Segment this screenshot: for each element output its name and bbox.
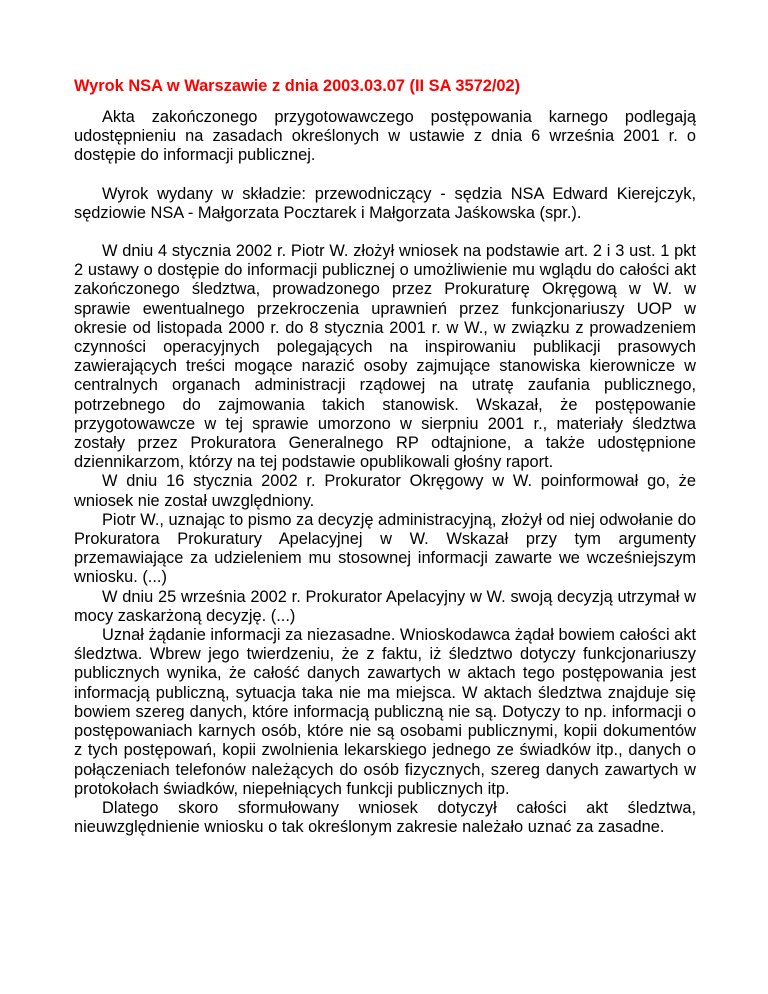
document-page	[74, 76, 696, 837]
body-paragraph: Dlatego skoro sformułowany wniosek dotyczył całości akt śledztwa, nieuwzględnienie wniosku o tak określonym zakresie należało uznać za zasadne.	[74, 798, 696, 837]
body-paragraph: Uznał żądanie informacji za niezasadne. Wnioskodawca żądał bowiem całości akt śledztwa. Wbrew jego twierdzeniu, że z faktu, iż śledztwo dotyczy funkcjonariuszy publicznych wynika, że całość danych zawartych w aktach tego postępowania jest informacją publiczną, sytuacja taka nie ma miejsca. W aktach śledztwa znajduje się bowiem szereg danych, które informacją publiczną nie są. Dotyczy to np. informacji o postępowaniach karnych osób, które nie są osobami publicznymi, kopii dokumentów z tych postępowań, kopii zwolnienia lekarskiego jednego ze świadków itp., danych o połączeniach telefonów należących do osób fizycznych, szereg danych zawartych w protokołach świadków, niepełniących funkcji publicznych itp.	[74, 626, 697, 798]
body-paragraph: W dniu 25 września 2002 r. Prokurator Apelacyjny w W. swoją decyzją utrzymał w mocy zaskarżoną decyzję. (...)	[74, 587, 696, 625]
judgment-title: Wyrok NSA w Warszawie z dnia 2003.03.07 (II SA 3572/02)	[74, 77, 521, 95]
body-paragraph: W dniu 16 stycznia 2002 r. Prokurator Okręgowy w W. poinformował go, że wniosek nie został uwzględniony.	[74, 472, 696, 510]
thesis-paragraph: Akta zakończonego przygotowawczego postępowania karnego podlegają udostępnieniu na zasadach określonych w ustawie z dnia 6 września 2001 r. o dostępie do informacji publicznej.	[74, 108, 696, 165]
panel-composition-paragraph: Wyrok wydany w składzie: przewodniczący - sędzia NSA Edward Kierejczyk, sędziowie NSA - Małgorzata Pocztarek i Małgorzata Jaśkowska (spr.).	[74, 184, 696, 222]
body-paragraph: Piotr W., uznając to pismo za decyzję administracyjną, złożył od niej odwołanie do Prokuratora Prokuratury Apelacyjnej w W. Wskazał przy tym argumenty przemawiające za udzieleniem mu stosownej informacji zawarte we wcześniejszym wniosku. (...)	[74, 510, 696, 587]
body-paragraph: W dniu 4 stycznia 2002 r. Piotr W. złożył wniosek na podstawie art. 2 i 3 ust. 1 pkt 2 ustawy o dostępie do informacji publicznej o umożliwienie mu wglądu do całości akt zakończonego śledztwa, prowadzonego przez Prokuraturę Okręgową w W. w sprawie ewentualnego przekroczenia uprawnień przez funkcjonariuszy UOP w okresie od listopada 2000 r. do 8 stycznia 2001 r. w W., w związku z prowadzeniem czynności operacyjnych polegających na inspirowaniu publikacji prasowych zawierających treści mogące narazić osoby zajmujące stanowiska kierownicze w centralnych organach administracji rządowej na utratę zaufania publicznego, potrzebnego do zajmowania takich stanowisk. Wskazał, że postępowanie przygotowawcze w tej sprawie umorzono w sierpniu 2001 r., materiały śledztwa zostały przez Prokuratora Generalnego RP odtajnione, a także udostępnione dziennikarzom, którzy na tej podstawie opublikowali głośny raport.	[74, 242, 696, 472]
